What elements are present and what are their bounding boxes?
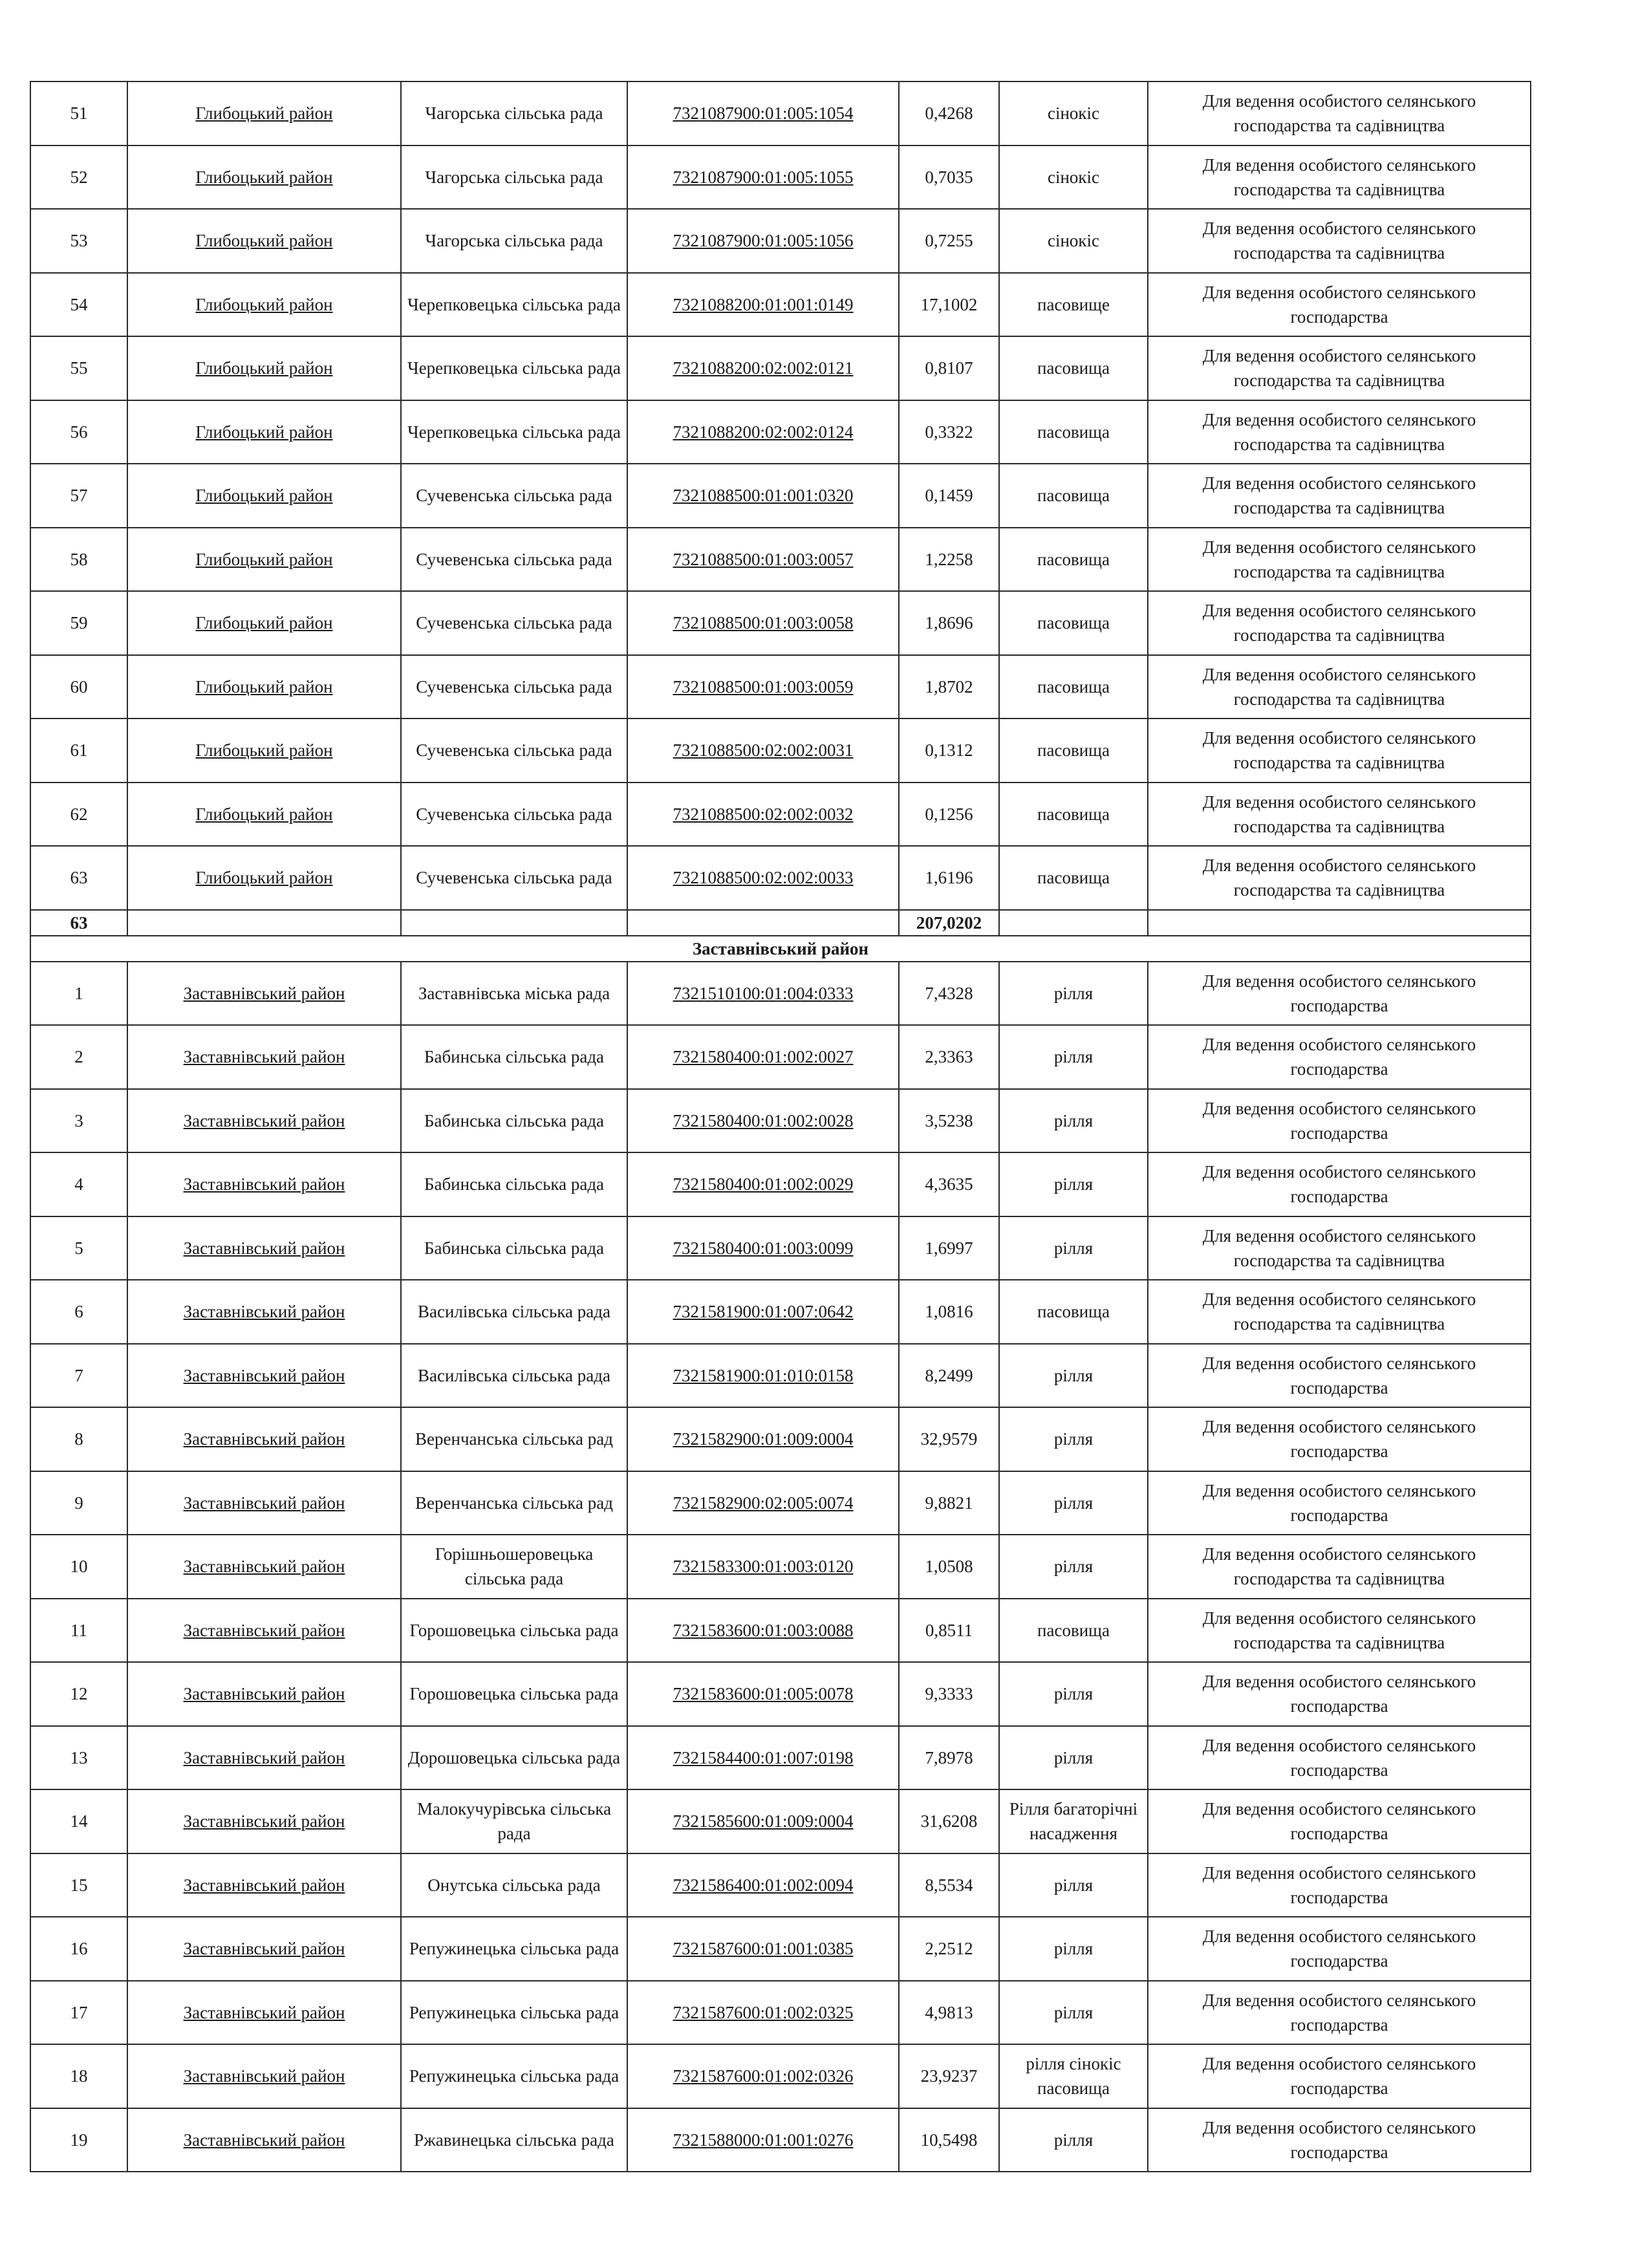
land-use-cell: рілля — [999, 1662, 1148, 1726]
district-cell: Глибоцький район — [127, 400, 401, 464]
district-cell: Заставнівський район — [127, 1344, 401, 1408]
council-cell: Сучевенська сільська рада — [401, 846, 627, 910]
row-number: 54 — [30, 273, 127, 337]
row-number: 19 — [30, 2108, 127, 2172]
council-cell: Бабинська сільська рада — [401, 1152, 627, 1216]
council-cell: Василівська сільська рада — [401, 1344, 627, 1408]
area-cell: 2,2512 — [899, 1917, 999, 1981]
land-use-cell: рілля — [999, 1089, 1148, 1153]
table-row — [30, 1025, 1531, 1089]
purpose-cell: Для ведення особистого селянського господарства та садівництва — [1148, 783, 1531, 847]
cadastre-number-cell: 7321088500:02:002:0032 — [627, 783, 899, 847]
row-number: 56 — [30, 400, 127, 464]
area-cell: 4,3635 — [899, 1152, 999, 1216]
row-number: 55 — [30, 336, 127, 400]
area-cell: 0,8511 — [899, 1599, 999, 1663]
land-use-cell: пасовища — [999, 1280, 1148, 1344]
council-cell: Сучевенська сільська рада — [401, 783, 627, 847]
row-number: 18 — [30, 2044, 127, 2108]
row-number: 17 — [30, 1981, 127, 2045]
purpose-cell: Для ведення особистого селянського господарства — [1148, 1981, 1531, 2045]
row-number: 1 — [30, 962, 127, 1026]
row-number: 14 — [30, 1789, 127, 1853]
purpose-cell: Для ведення особистого селянського господарства — [1148, 273, 1531, 337]
council-cell: Заставнівська міська рада — [401, 962, 627, 1026]
purpose-cell: Для ведення особистого селянського господарства та садівництва — [1148, 655, 1531, 719]
table-row — [30, 846, 1531, 910]
purpose-cell: Для ведення особистого селянського господарства — [1148, 1089, 1531, 1153]
land-use-cell: рілля — [999, 962, 1148, 1026]
land-use-cell: пасовища — [999, 783, 1148, 847]
cadastre-number-cell: 7321087900:01:005:1054 — [627, 81, 899, 146]
purpose-cell: Для ведення особистого селянського господарства та садівництва — [1148, 464, 1531, 528]
total-count: 63 — [30, 910, 127, 936]
land-use-cell: пасовища — [999, 655, 1148, 719]
purpose-cell: Для ведення особистого селянського господарства — [1148, 1152, 1531, 1216]
area-cell: 1,0816 — [899, 1280, 999, 1344]
cadastre-number-cell: 7321583600:01:003:0088 — [627, 1599, 899, 1663]
district-cell: Глибоцький район — [127, 718, 401, 783]
cadastre-number-cell: 7321588000:01:001:0276 — [627, 2108, 899, 2172]
land-use-cell: пасовища — [999, 1599, 1148, 1663]
total-area: 207,0202 — [899, 910, 999, 936]
district-cell: Глибоцький район — [127, 209, 401, 273]
table-row — [30, 1726, 1531, 1790]
cadastre-number-cell: 7321587600:01:002:0325 — [627, 1981, 899, 2045]
table-row — [30, 146, 1531, 210]
table-row — [30, 783, 1531, 847]
council-cell: Сучевенська сільська рада — [401, 718, 627, 783]
district-cell: Заставнівський район — [127, 1599, 401, 1663]
land-use-cell: рілля — [999, 1152, 1148, 1216]
row-number: 10 — [30, 1535, 127, 1599]
table-row — [30, 81, 1531, 146]
table-row — [30, 400, 1531, 464]
table-row — [30, 336, 1531, 400]
area-cell: 2,3363 — [899, 1025, 999, 1089]
table-row — [30, 1853, 1531, 1917]
area-cell: 3,5238 — [899, 1089, 999, 1153]
cadastre-number-cell: 7321088500:01:003:0057 — [627, 528, 899, 592]
district-cell: Заставнівський район — [127, 1471, 401, 1535]
cadastre-number-cell: 7321088200:02:002:0121 — [627, 336, 899, 400]
row-number: 9 — [30, 1471, 127, 1535]
land-use-cell: рілля — [999, 1216, 1148, 1280]
district-cell: Заставнівський район — [127, 1726, 401, 1790]
cadastre-number-cell: 7321088500:01:001:0320 — [627, 464, 899, 528]
area-cell: 32,9579 — [899, 1407, 999, 1471]
table-row — [30, 1407, 1531, 1471]
row-number: 7 — [30, 1344, 127, 1408]
area-cell: 1,6196 — [899, 846, 999, 910]
row-number: 8 — [30, 1407, 127, 1471]
land-register-table — [30, 81, 1531, 2172]
area-cell: 8,5534 — [899, 1853, 999, 1917]
council-cell: Черепковецька сільська рада — [401, 336, 627, 400]
purpose-cell: Для ведення особистого селянського господарства та садівництва — [1148, 591, 1531, 655]
district-cell: Заставнівський район — [127, 1535, 401, 1599]
land-use-cell: пасовища — [999, 528, 1148, 592]
cadastre-number-cell: 7321582900:02:005:0074 — [627, 1471, 899, 1535]
council-cell: Онутська сільська рада — [401, 1853, 627, 1917]
total-empty — [127, 910, 401, 936]
cadastre-number-cell: 7321087900:01:005:1055 — [627, 146, 899, 210]
row-number: 5 — [30, 1216, 127, 1280]
area-cell: 0,4268 — [899, 81, 999, 146]
purpose-cell: Для ведення особистого селянського господарства та садівництва — [1148, 1535, 1531, 1599]
district-cell: Заставнівський район — [127, 1089, 401, 1153]
land-use-cell: сінокіс — [999, 209, 1148, 273]
area-cell: 10,5498 — [899, 2108, 999, 2172]
council-cell: Бабинська сільська рада — [401, 1216, 627, 1280]
district-cell: Заставнівський район — [127, 1216, 401, 1280]
row-number: 60 — [30, 655, 127, 719]
land-use-cell: сінокіс — [999, 146, 1148, 210]
purpose-cell: Для ведення особистого селянського господарства — [1148, 1662, 1531, 1726]
cadastre-number-cell: 7321583300:01:003:0120 — [627, 1535, 899, 1599]
purpose-cell: Для ведення особистого селянського господарства та садівництва — [1148, 1216, 1531, 1280]
table-row — [30, 1917, 1531, 1981]
district-cell: Заставнівський район — [127, 1853, 401, 1917]
cadastre-number-cell: 7321088500:02:002:0033 — [627, 846, 899, 910]
land-use-cell: рілля — [999, 1853, 1148, 1917]
council-cell: Бабинська сільська рада — [401, 1089, 627, 1153]
purpose-cell: Для ведення особистого селянського господарства та садівництва — [1148, 209, 1531, 273]
area-cell: 0,7255 — [899, 209, 999, 273]
purpose-cell: Для ведення особистого селянського господарства — [1148, 1025, 1531, 1089]
land-use-cell: пасовища — [999, 718, 1148, 783]
district-cell: Глибоцький район — [127, 528, 401, 592]
purpose-cell: Для ведення особистого селянського господарства та садівництва — [1148, 846, 1531, 910]
purpose-cell: Для ведення особистого селянського господарства та садівництва — [1148, 1599, 1531, 1663]
cadastre-number-cell: 7321088500:01:003:0058 — [627, 591, 899, 655]
table-row — [30, 1089, 1531, 1153]
council-cell: Сучевенська сільська рада — [401, 464, 627, 528]
land-use-cell: рілля — [999, 1471, 1148, 1535]
row-number: 57 — [30, 464, 127, 528]
district-cell: Заставнівський район — [127, 1917, 401, 1981]
council-cell: Горішньошеровецька сільська рада — [401, 1535, 627, 1599]
land-use-cell: сінокіс — [999, 81, 1148, 146]
row-number: 62 — [30, 783, 127, 847]
council-cell: Репужинецька сільська рада — [401, 2044, 627, 2108]
district-cell: Заставнівський район — [127, 1152, 401, 1216]
area-cell: 8,2499 — [899, 1344, 999, 1408]
row-number: 53 — [30, 209, 127, 273]
land-use-cell: рілля — [999, 1025, 1148, 1089]
table-row — [30, 2044, 1531, 2108]
table-row — [30, 1216, 1531, 1280]
council-cell: Сучевенська сільська рада — [401, 655, 627, 719]
district-cell: Заставнівський район — [127, 1407, 401, 1471]
land-use-cell: рілля — [999, 1535, 1148, 1599]
total-empty — [627, 910, 899, 936]
land-use-cell: рілля — [999, 1917, 1148, 1981]
area-cell: 9,3333 — [899, 1662, 999, 1726]
district-cell: Заставнівський район — [127, 1280, 401, 1344]
council-cell: Василівська сільська рада — [401, 1280, 627, 1344]
area-cell: 1,6997 — [899, 1216, 999, 1280]
cadastre-number-cell: 7321582900:01:009:0004 — [627, 1407, 899, 1471]
district-cell: Глибоцький район — [127, 591, 401, 655]
land-use-cell: рілля — [999, 1407, 1148, 1471]
district-cell: Заставнівський район — [127, 2044, 401, 2108]
council-cell: Малокучурівська сільська рада — [401, 1789, 627, 1853]
purpose-cell: Для ведення особистого селянського господарства — [1148, 2044, 1531, 2108]
land-use-cell: рілля — [999, 2108, 1148, 2172]
row-number: 52 — [30, 146, 127, 210]
cadastre-number-cell: 7321587600:01:002:0326 — [627, 2044, 899, 2108]
table-row — [30, 1662, 1531, 1726]
land-use-cell: рілля — [999, 1726, 1148, 1790]
row-number: 11 — [30, 1599, 127, 1663]
purpose-cell: Для ведення особистого селянського господарства та садівництва — [1148, 528, 1531, 592]
cadastre-number-cell: 7321087900:01:005:1056 — [627, 209, 899, 273]
purpose-cell: Для ведення особистого селянського господарства — [1148, 1789, 1531, 1853]
table-row — [30, 528, 1531, 592]
section-title: Заставнівський район — [30, 936, 1531, 962]
district-cell: Заставнівський район — [127, 962, 401, 1026]
district-cell: Заставнівський район — [127, 1662, 401, 1726]
table-row — [30, 591, 1531, 655]
table-row — [30, 1471, 1531, 1535]
area-cell: 1,0508 — [899, 1535, 999, 1599]
row-number: 51 — [30, 81, 127, 146]
purpose-cell: Для ведення особистого селянського господарства — [1148, 1344, 1531, 1408]
section-header-row — [30, 936, 1531, 962]
purpose-cell: Для ведення особистого селянського господарства — [1148, 1407, 1531, 1471]
table-row — [30, 1789, 1531, 1853]
council-cell: Чагорська сільська рада — [401, 81, 627, 146]
purpose-cell: Для ведення особистого селянського господарства та садівництва — [1148, 146, 1531, 210]
row-number: 63 — [30, 846, 127, 910]
cadastre-number-cell: 7321581900:01:007:0642 — [627, 1280, 899, 1344]
purpose-cell: Для ведення особистого селянського господарства та садівництва — [1148, 336, 1531, 400]
land-use-cell: пасовища — [999, 846, 1148, 910]
district-cell: Глибоцький район — [127, 81, 401, 146]
purpose-cell: Для ведення особистого селянського господарства та садівництва — [1148, 718, 1531, 783]
area-cell: 0,8107 — [899, 336, 999, 400]
council-cell: Сучевенська сільська рада — [401, 591, 627, 655]
district-cell: Глибоцький район — [127, 783, 401, 847]
council-cell: Репужинецька сільська рада — [401, 1917, 627, 1981]
row-number: 61 — [30, 718, 127, 783]
table-row — [30, 1981, 1531, 2045]
table-row — [30, 1280, 1531, 1344]
council-cell: Дорошовецька сільська рада — [401, 1726, 627, 1790]
table-row — [30, 962, 1531, 1026]
area-cell: 7,4328 — [899, 962, 999, 1026]
council-cell: Веренчанська сільська рад — [401, 1407, 627, 1471]
row-number: 16 — [30, 1917, 127, 1981]
council-cell: Веренчанська сільська рад — [401, 1471, 627, 1535]
area-cell: 0,1459 — [899, 464, 999, 528]
purpose-cell: Для ведення особистого селянського господарства та садівництва — [1148, 1280, 1531, 1344]
district-cell: Заставнівський район — [127, 1789, 401, 1853]
council-cell: Горошовецька сільська рада — [401, 1662, 627, 1726]
district-cell: Заставнівський район — [127, 1981, 401, 2045]
row-number: 3 — [30, 1089, 127, 1153]
cadastre-number-cell: 7321510100:01:004:0333 — [627, 962, 899, 1026]
row-number: 4 — [30, 1152, 127, 1216]
row-number: 58 — [30, 528, 127, 592]
council-cell: Репужинецька сільська рада — [401, 1981, 627, 2045]
land-use-cell: рілля сінокіс пасовища — [999, 2044, 1148, 2108]
purpose-cell: Для ведення особистого селянського господарства — [1148, 1471, 1531, 1535]
district-cell: Глибоцький район — [127, 273, 401, 337]
council-cell: Сучевенська сільська рада — [401, 528, 627, 592]
purpose-cell: Для ведення особистого селянського господарства та садівництва — [1148, 81, 1531, 146]
cadastre-number-cell: 7321580400:01:002:0027 — [627, 1025, 899, 1089]
purpose-cell: Для ведення особистого селянського господарства — [1148, 1726, 1531, 1790]
cadastre-number-cell: 7321585600:01:009:0004 — [627, 1789, 899, 1853]
cadastre-number-cell: 7321584400:01:007:0198 — [627, 1726, 899, 1790]
table-row — [30, 718, 1531, 783]
purpose-cell: Для ведення особистого селянського господарства та садівництва — [1148, 400, 1531, 464]
land-use-cell: пасовища — [999, 464, 1148, 528]
area-cell: 0,1256 — [899, 783, 999, 847]
cadastre-number-cell: 7321088200:02:002:0124 — [627, 400, 899, 464]
council-cell: Ржавинецька сільська рада — [401, 2108, 627, 2172]
cadastre-number-cell: 7321583600:01:005:0078 — [627, 1662, 899, 1726]
land-use-cell: пасовища — [999, 400, 1148, 464]
purpose-cell: Для ведення особистого селянського господарства — [1148, 1917, 1531, 1981]
district-cell: Глибоцький район — [127, 655, 401, 719]
purpose-cell: Для ведення особистого селянського господарства — [1148, 1853, 1531, 1917]
land-use-cell: пасовища — [999, 591, 1148, 655]
district-cell: Заставнівський район — [127, 2108, 401, 2172]
land-use-cell: рілля — [999, 1981, 1148, 2045]
table-row — [30, 1599, 1531, 1663]
cadastre-number-cell: 7321580400:01:003:0099 — [627, 1216, 899, 1280]
table-row — [30, 1152, 1531, 1216]
council-cell: Черепковецька сільська рада — [401, 400, 627, 464]
area-cell: 31,6208 — [899, 1789, 999, 1853]
area-cell: 17,1002 — [899, 273, 999, 337]
area-cell: 1,8702 — [899, 655, 999, 719]
area-cell: 1,2258 — [899, 528, 999, 592]
table-row — [30, 464, 1531, 528]
table-row — [30, 655, 1531, 719]
cadastre-number-cell: 7321088500:01:003:0059 — [627, 655, 899, 719]
council-cell: Черепковецька сільська рада — [401, 273, 627, 337]
cadastre-number-cell: 7321580400:01:002:0029 — [627, 1152, 899, 1216]
land-use-cell: Рілля багаторічні насадження — [999, 1789, 1148, 1853]
cadastre-number-cell: 7321580400:01:002:0028 — [627, 1089, 899, 1153]
district-cell: Глибоцький район — [127, 336, 401, 400]
row-number: 13 — [30, 1726, 127, 1790]
district-cell: Глибоцький район — [127, 846, 401, 910]
area-cell: 1,8696 — [899, 591, 999, 655]
purpose-cell: Для ведення особистого селянського господарства — [1148, 2108, 1531, 2172]
cadastre-number-cell: 7321088200:01:001:0149 — [627, 273, 899, 337]
council-cell: Чагорська сільська рада — [401, 209, 627, 273]
area-cell: 0,7035 — [899, 146, 999, 210]
land-use-cell: рілля — [999, 1344, 1148, 1408]
district-cell: Заставнівський район — [127, 1025, 401, 1089]
area-cell: 9,8821 — [899, 1471, 999, 1535]
district-cell: Глибоцький район — [127, 464, 401, 528]
cadastre-number-cell: 7321088500:02:002:0031 — [627, 718, 899, 783]
row-number: 12 — [30, 1662, 127, 1726]
area-cell: 0,1312 — [899, 718, 999, 783]
table-row — [30, 1535, 1531, 1599]
land-use-cell: пасовище — [999, 273, 1148, 337]
row-number: 59 — [30, 591, 127, 655]
council-cell: Горошовецька сільська рада — [401, 1599, 627, 1663]
area-cell: 4,9813 — [899, 1981, 999, 2045]
table-body — [30, 81, 1531, 2172]
council-cell: Бабинська сільська рада — [401, 1025, 627, 1089]
total-empty — [401, 910, 627, 936]
cadastre-number-cell: 7321587600:01:001:0385 — [627, 1917, 899, 1981]
table-row — [30, 1344, 1531, 1408]
council-cell: Чагорська сільська рада — [401, 146, 627, 210]
district-cell: Глибоцький район — [127, 146, 401, 210]
table-row — [30, 209, 1531, 273]
area-cell: 7,8978 — [899, 1726, 999, 1790]
row-number: 15 — [30, 1853, 127, 1917]
row-number: 6 — [30, 1280, 127, 1344]
land-use-cell: пасовища — [999, 336, 1148, 400]
table-row — [30, 2108, 1531, 2172]
total-empty — [1148, 910, 1531, 936]
row-number: 2 — [30, 1025, 127, 1089]
cadastre-number-cell: 7321586400:01:002:0094 — [627, 1853, 899, 1917]
cadastre-number-cell: 7321581900:01:010:0158 — [627, 1344, 899, 1408]
area-cell: 0,3322 — [899, 400, 999, 464]
purpose-cell: Для ведення особистого селянського господарства — [1148, 962, 1531, 1026]
total-empty — [999, 910, 1148, 936]
total-row — [30, 910, 1531, 936]
area-cell: 23,9237 — [899, 2044, 999, 2108]
table-row — [30, 273, 1531, 337]
